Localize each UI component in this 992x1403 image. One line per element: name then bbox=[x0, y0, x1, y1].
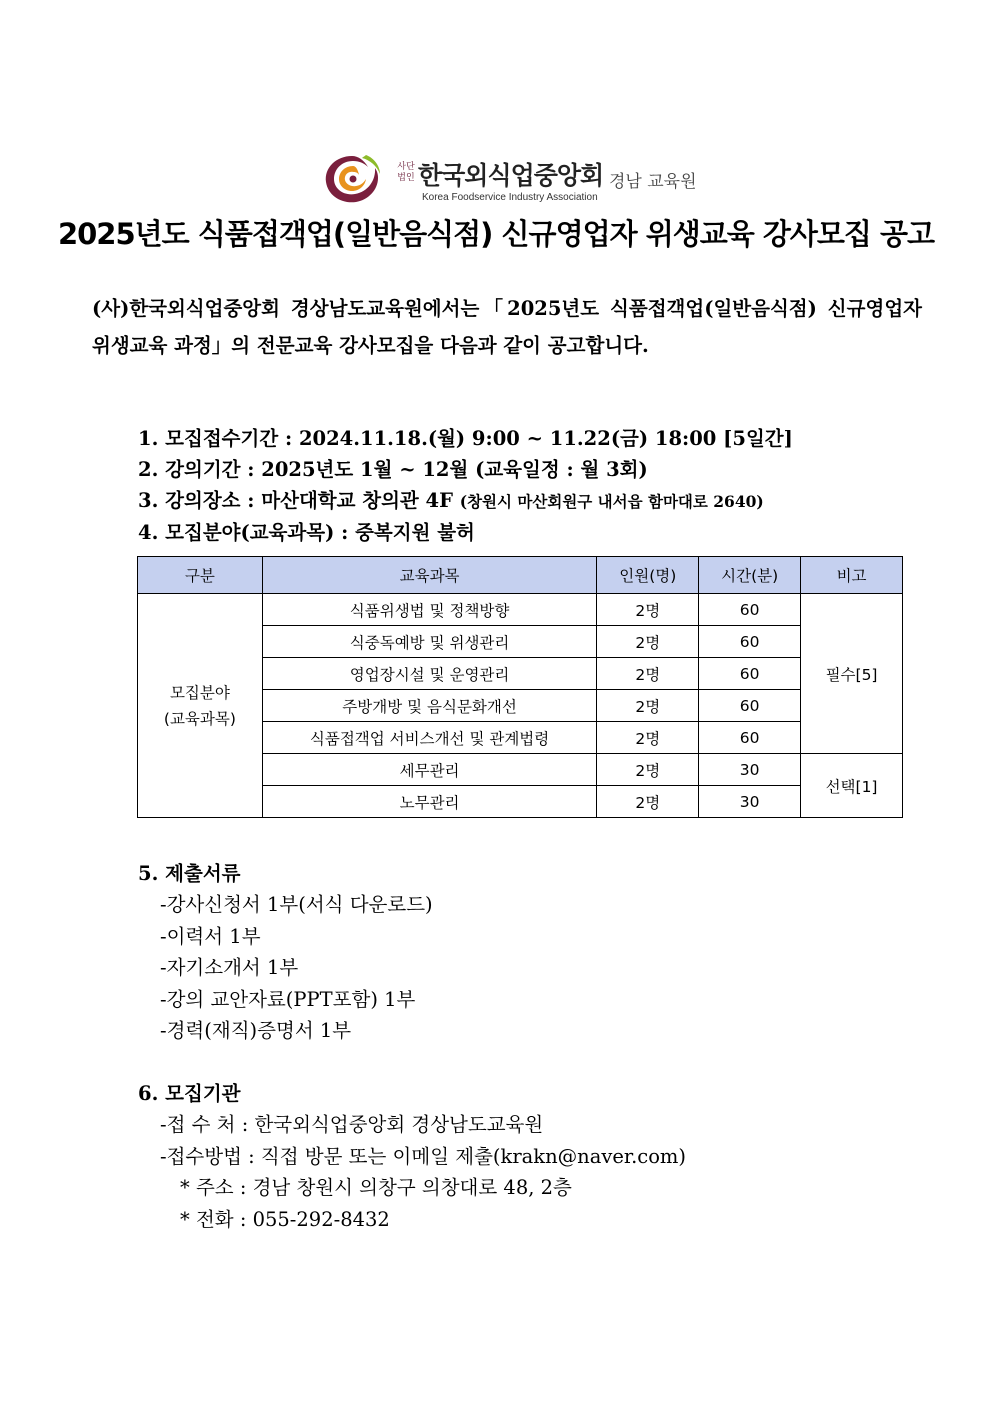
item-text: 3. 강의장소 : 마산대학교 창의관 4F bbox=[138, 489, 460, 512]
list-item: -경력(재직)증명서 1부 bbox=[160, 1019, 352, 1042]
category-label: 모집분야 (교육과목) bbox=[163, 683, 236, 728]
section-agency bbox=[138, 1078, 938, 1235]
minutes-cell: 60 bbox=[699, 658, 801, 690]
note-required-cell: 필수[5] bbox=[801, 594, 903, 754]
subject-cell: 식중독예방 및 위생관리 bbox=[262, 626, 597, 658]
minutes-cell: 60 bbox=[699, 722, 801, 754]
list-item: -자기소개서 1부 bbox=[160, 956, 299, 979]
page-title: 2025년도 식품접객업(일반음식점) 신규영업자 위생교육 강사모집 공고 bbox=[57, 217, 935, 251]
note-optional-cell: 선택[1] bbox=[801, 754, 903, 818]
minutes-cell: 60 bbox=[699, 626, 801, 658]
table-header-row bbox=[138, 557, 903, 594]
phone-note: * 전화 : 055-292-8432 bbox=[180, 1207, 390, 1231]
col-header-count: 인원(명) bbox=[597, 557, 699, 594]
col-header-category: 구분 bbox=[138, 557, 263, 594]
subject-cell: 영업장시설 및 운영관리 bbox=[262, 658, 597, 690]
count-cell: 2명 bbox=[597, 658, 699, 690]
count-cell: 2명 bbox=[597, 626, 699, 658]
minutes-cell: 30 bbox=[699, 786, 801, 818]
item-text: 4. 모집분야(교육과목) : 중복지원 불허 bbox=[138, 521, 475, 544]
item-lecture-period bbox=[138, 454, 938, 485]
subject-cell: 식품위생법 및 정책방향 bbox=[262, 594, 597, 626]
section-heading: 5. 제출서류 bbox=[138, 862, 241, 885]
count-cell: 2명 bbox=[597, 690, 699, 722]
col-header-minutes: 시간(분) bbox=[699, 557, 801, 594]
intro-paragraph: (사)한국외식업중앙회 경상남도교육원에서는「2025년도 식품접객업(일반음식점) 신규영업자 위생교육 과정」의 전문교육 강사모집을 다음과 같이 공고합니다. bbox=[92, 297, 922, 357]
minutes-cell: 30 bbox=[699, 754, 801, 786]
minutes-cell: 60 bbox=[699, 594, 801, 626]
org-emblem-icon bbox=[322, 152, 384, 206]
list-item: -강의 교안자료(PPT포함) 1부 bbox=[160, 987, 416, 1011]
address-note: * 주소 : 경남 창원시 의창구 의창대로 48, 2층 bbox=[180, 1176, 572, 1199]
subject-cell: 식품접객업 서비스개선 및 관계법령 bbox=[262, 722, 597, 754]
count-cell: 2명 bbox=[597, 754, 699, 786]
category-cell bbox=[138, 594, 263, 818]
item-text: 2. 강의기간 : 2025년도 1월 ~ 12월 (교육일정 : 월 3회) bbox=[138, 458, 648, 481]
org-legal-status: 사단 법인 bbox=[397, 162, 415, 183]
count-cell: 2명 bbox=[597, 786, 699, 818]
item-venue-address: (창원시 마산회원구 내서읍 함마대로 2640) bbox=[459, 492, 764, 511]
org-name: 한국외식업중앙회 bbox=[418, 161, 604, 190]
list-item: -이력서 1부 bbox=[160, 924, 261, 948]
org-logo bbox=[322, 150, 702, 208]
subject-cell: 주방개방 및 음식문화개선 bbox=[262, 690, 597, 722]
subject-cell: 세무관리 bbox=[262, 754, 597, 786]
col-header-note: 비고 bbox=[801, 557, 903, 594]
count-cell: 2명 bbox=[597, 594, 699, 626]
count-cell: 2명 bbox=[597, 722, 699, 754]
item-text: 1. 모집접수기간 : 2024.11.18.(월) 9:00 ~ 11.22(금) 18:00 [5일간] bbox=[138, 427, 793, 450]
item-application-period bbox=[138, 423, 938, 454]
item-recruit-field bbox=[138, 517, 938, 548]
item-lecture-venue bbox=[138, 485, 938, 517]
section-heading: 6. 모집기관 bbox=[138, 1082, 241, 1105]
minutes-cell: 60 bbox=[699, 690, 801, 722]
org-english-name: Korea Foodservice Industry Association bbox=[422, 192, 598, 203]
notice-items bbox=[138, 423, 938, 548]
col-header-subject: 교육과목 bbox=[262, 557, 597, 594]
list-item: -접수방법 : 직접 방문 또는 이메일 제출(krakn@naver.com) bbox=[160, 1144, 687, 1168]
org-branch: 경남 교육원 bbox=[609, 172, 697, 192]
section-documents bbox=[138, 858, 938, 1047]
subject-cell: 노무관리 bbox=[262, 786, 597, 818]
recruit-table bbox=[137, 556, 903, 818]
list-item: -접 수 처 : 한국외식업중앙회 경상남도교육원 bbox=[160, 1113, 544, 1136]
table-row bbox=[138, 594, 903, 626]
list-item: -강사신청서 1부(서식 다운로드) bbox=[160, 893, 433, 916]
